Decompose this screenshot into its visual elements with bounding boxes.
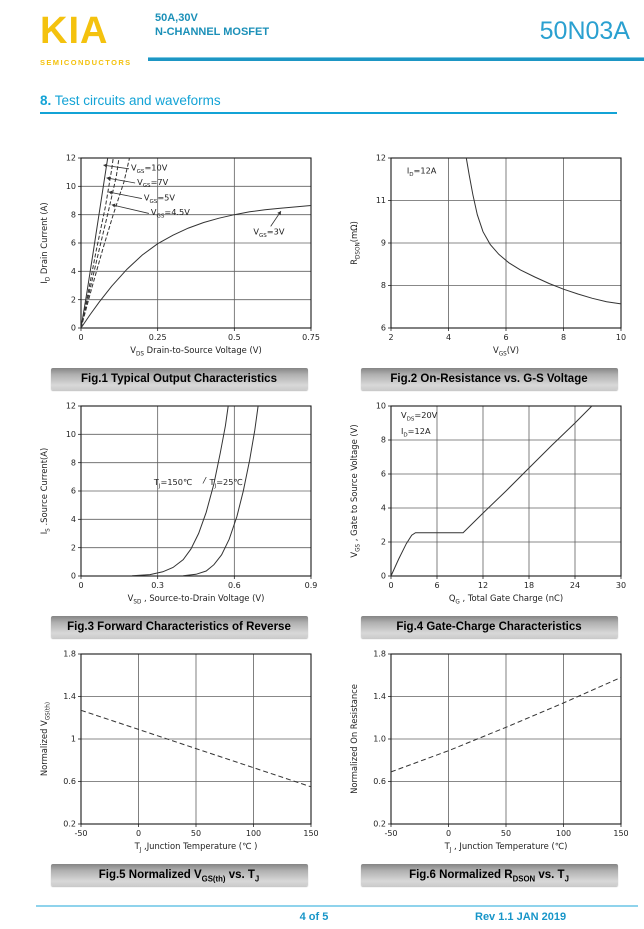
svg-text:12: 12 [477, 581, 489, 590]
svg-text:18: 18 [523, 581, 535, 590]
svg-text:0: 0 [78, 333, 84, 342]
svg-text:VDS Drain-to-Source Voltage (: $V_{DS}$ Drain-to-Source Voltage (V) [130, 345, 262, 358]
svg-text:TJ , Junction Temperature (℃): $T_J$ , Junction Temperature (℃) [444, 841, 568, 854]
figure-4-panel [346, 396, 632, 638]
svg-text:50: 50 [190, 829, 202, 838]
svg-text:0.6: 0.6 [373, 777, 386, 787]
svg-text:/: / [203, 475, 206, 486]
svg-text:RDSON(mΩ): $R_{DSON}(m\Omega)$ [349, 221, 362, 265]
svg-text:6: 6 [434, 581, 440, 590]
svg-text:1.8: 1.8 [373, 649, 386, 659]
figure-5-caption [51, 864, 308, 886]
svg-text:1: 1 [70, 734, 76, 744]
section-title-underline [40, 112, 617, 114]
kia-logo-subtext: SEMICONDUCTORS [40, 58, 132, 67]
svg-text:8: 8 [560, 333, 567, 342]
part-number: 50N03A [539, 17, 630, 45]
svg-text:VDS=20V: $V_{DS}=20V$ [400, 409, 438, 423]
svg-text:0.3: 0.3 [151, 581, 165, 590]
device-rating: 50A,30V [155, 12, 198, 24]
figure-1-panel [36, 148, 322, 390]
figure-6-chart [346, 644, 632, 858]
section-title-text: Test circuits and waveforms [51, 93, 221, 108]
svg-text:0: 0 [70, 323, 76, 333]
svg-text:50: 50 [500, 829, 512, 838]
kia-logo: KIA [40, 10, 109, 52]
figure-6-caption-text: Fig.6 Normalized $R_{DSON}$ vs. $T_J$ [409, 869, 569, 884]
figure-4-caption-text: Fig.4 Gate-Charge Characteristics [396, 621, 582, 633]
svg-text:VGS(V): $V_{GS}(V)$ [492, 345, 520, 358]
svg-text:0: 0 [380, 571, 386, 581]
figure-4-caption [361, 616, 618, 638]
svg-text:0: 0 [445, 829, 452, 838]
svg-text:12: 12 [65, 153, 76, 163]
svg-text:1.8: 1.8 [63, 649, 76, 659]
svg-text:6: 6 [70, 486, 76, 496]
svg-text:150: 150 [613, 829, 629, 838]
svg-text:-50: -50 [74, 829, 88, 838]
svg-text:2: 2 [388, 333, 394, 342]
svg-text:8: 8 [380, 281, 386, 291]
svg-text:VGS=5V: $V_{GS}=5V$ [143, 192, 175, 205]
svg-text:ID Drain Current (A): $I_D$ Drain Current (A) [39, 202, 52, 284]
figure-3-chart [36, 396, 322, 610]
figure-1-chart [36, 148, 322, 362]
svg-text:12: 12 [375, 153, 386, 163]
svg-text:1.4: 1.4 [373, 692, 386, 702]
svg-text:0.75: 0.75 [302, 333, 320, 342]
figure-4-chart [346, 396, 632, 610]
figure-3-panel [36, 396, 322, 638]
svg-text:2: 2 [380, 537, 386, 547]
svg-text:24: 24 [569, 581, 581, 590]
svg-text:8: 8 [70, 210, 76, 220]
svg-text:0.5: 0.5 [227, 333, 241, 342]
svg-text:TJ ,Junction Temperature (℃ ): $T_J$ ,Junction Temperature (℃ ) [134, 841, 258, 854]
svg-text:VGS=3V: $V_{GS}=3V$ [253, 226, 285, 239]
svg-text:100: 100 [245, 829, 262, 838]
svg-text:150: 150 [303, 829, 319, 838]
figure-2-chart [346, 148, 632, 362]
svg-text:9: 9 [380, 238, 386, 248]
footer-divider [36, 905, 638, 907]
svg-text:0.6: 0.6 [63, 777, 76, 787]
figure-2-panel [346, 148, 632, 390]
svg-text:4: 4 [380, 503, 386, 513]
svg-text:VGS , Gate to Source Voltage (: $V_{GS}$ , Gate to Source Voltage (V) [349, 424, 362, 558]
figure-3-caption [51, 616, 308, 638]
figure-5-panel [36, 644, 322, 886]
svg-text:2: 2 [70, 295, 76, 305]
section-title [40, 93, 221, 108]
page-indicator: 4 of 5 [299, 911, 329, 923]
svg-text:IS .Source Current(A): $I_S$ .Source Current(A) [39, 447, 52, 535]
svg-text:VGS=10V: $V_{GS}=10V$ [130, 162, 168, 176]
figure-6-caption [361, 864, 618, 886]
figure-1-caption-text: Fig.1 Typical Output Characteristics [81, 373, 277, 385]
svg-text:VGS=7V: $V_{GS}=7V$ [137, 176, 169, 190]
svg-text:100: 100 [555, 829, 572, 838]
svg-text:VGS=4.5V: $V_{GS}=4.5V$ [150, 207, 190, 220]
header-divider [148, 57, 644, 61]
svg-text:4: 4 [70, 515, 76, 525]
svg-text:VSD , Source-to-Drain Voltage: $V_{SD}$ , Source-to-Drain Voltage (V) [127, 593, 265, 606]
svg-text:10: 10 [375, 401, 386, 411]
svg-text:0: 0 [135, 829, 142, 838]
svg-text:0.25: 0.25 [148, 333, 167, 342]
svg-text:0.2: 0.2 [63, 819, 76, 829]
svg-text:11: 11 [375, 196, 386, 206]
svg-text:0.9: 0.9 [304, 581, 318, 590]
figure-3-caption-text: Fig.3 Forward Characteristics of Reverse [67, 621, 291, 633]
svg-text:6: 6 [503, 333, 509, 342]
svg-text:12: 12 [65, 401, 76, 411]
device-type: N-CHANNEL MOSFET [155, 26, 270, 38]
figure-6-panel [346, 644, 632, 886]
svg-text:1.0: 1.0 [373, 734, 386, 744]
svg-text:10: 10 [65, 430, 76, 440]
svg-text:2: 2 [70, 543, 76, 553]
svg-text:ID=12A: $I_D=12A$ [406, 165, 437, 178]
svg-text:6: 6 [70, 238, 76, 248]
svg-text:1.4: 1.4 [63, 692, 76, 702]
svg-text:TJ=25℃: $T_J=25℃$ [209, 477, 243, 490]
svg-text:ID=12A: $I_D=12A$ [400, 426, 431, 439]
svg-text:Normalized On Resistance: Normalized On Resistance [349, 684, 359, 794]
svg-text:QG , Total Gate Charge (nC): $Q_G$ , Total Gate Charge (nC) [448, 593, 564, 606]
svg-text:10: 10 [65, 182, 76, 192]
figure-1-caption [51, 368, 308, 390]
svg-text:0.2: 0.2 [373, 819, 386, 829]
svg-text:6: 6 [380, 469, 386, 479]
svg-text:TJ=150℃: $T_J=150℃$ [153, 477, 193, 490]
svg-text:4: 4 [445, 333, 452, 342]
figure-2-caption-text: Fig.2 On-Resistance vs. G-S Voltage [390, 373, 588, 385]
svg-text:30: 30 [615, 581, 627, 590]
figure-5-chart [36, 644, 322, 858]
svg-text:0: 0 [78, 581, 84, 590]
svg-text:0.6: 0.6 [227, 581, 241, 590]
svg-text:8: 8 [380, 435, 386, 445]
svg-text:6: 6 [380, 323, 386, 333]
svg-text:0: 0 [388, 581, 394, 590]
section-number: 8. [40, 93, 52, 108]
svg-text:-50: -50 [384, 829, 398, 838]
svg-text:10: 10 [615, 333, 627, 342]
svg-text:Normalized VGS(th): Normalized $V_{GS(th)}$ [39, 701, 52, 777]
figure-5-caption-text: Fig.5 Normalized $V_{GS(th)}$ vs. $T_J$ [98, 869, 260, 884]
svg-text:4: 4 [70, 267, 76, 277]
revision-label: Rev 1.1 JAN 2019 [475, 911, 567, 923]
svg-text:8: 8 [70, 458, 76, 468]
svg-text:0: 0 [70, 571, 76, 581]
figure-2-caption [361, 368, 618, 390]
